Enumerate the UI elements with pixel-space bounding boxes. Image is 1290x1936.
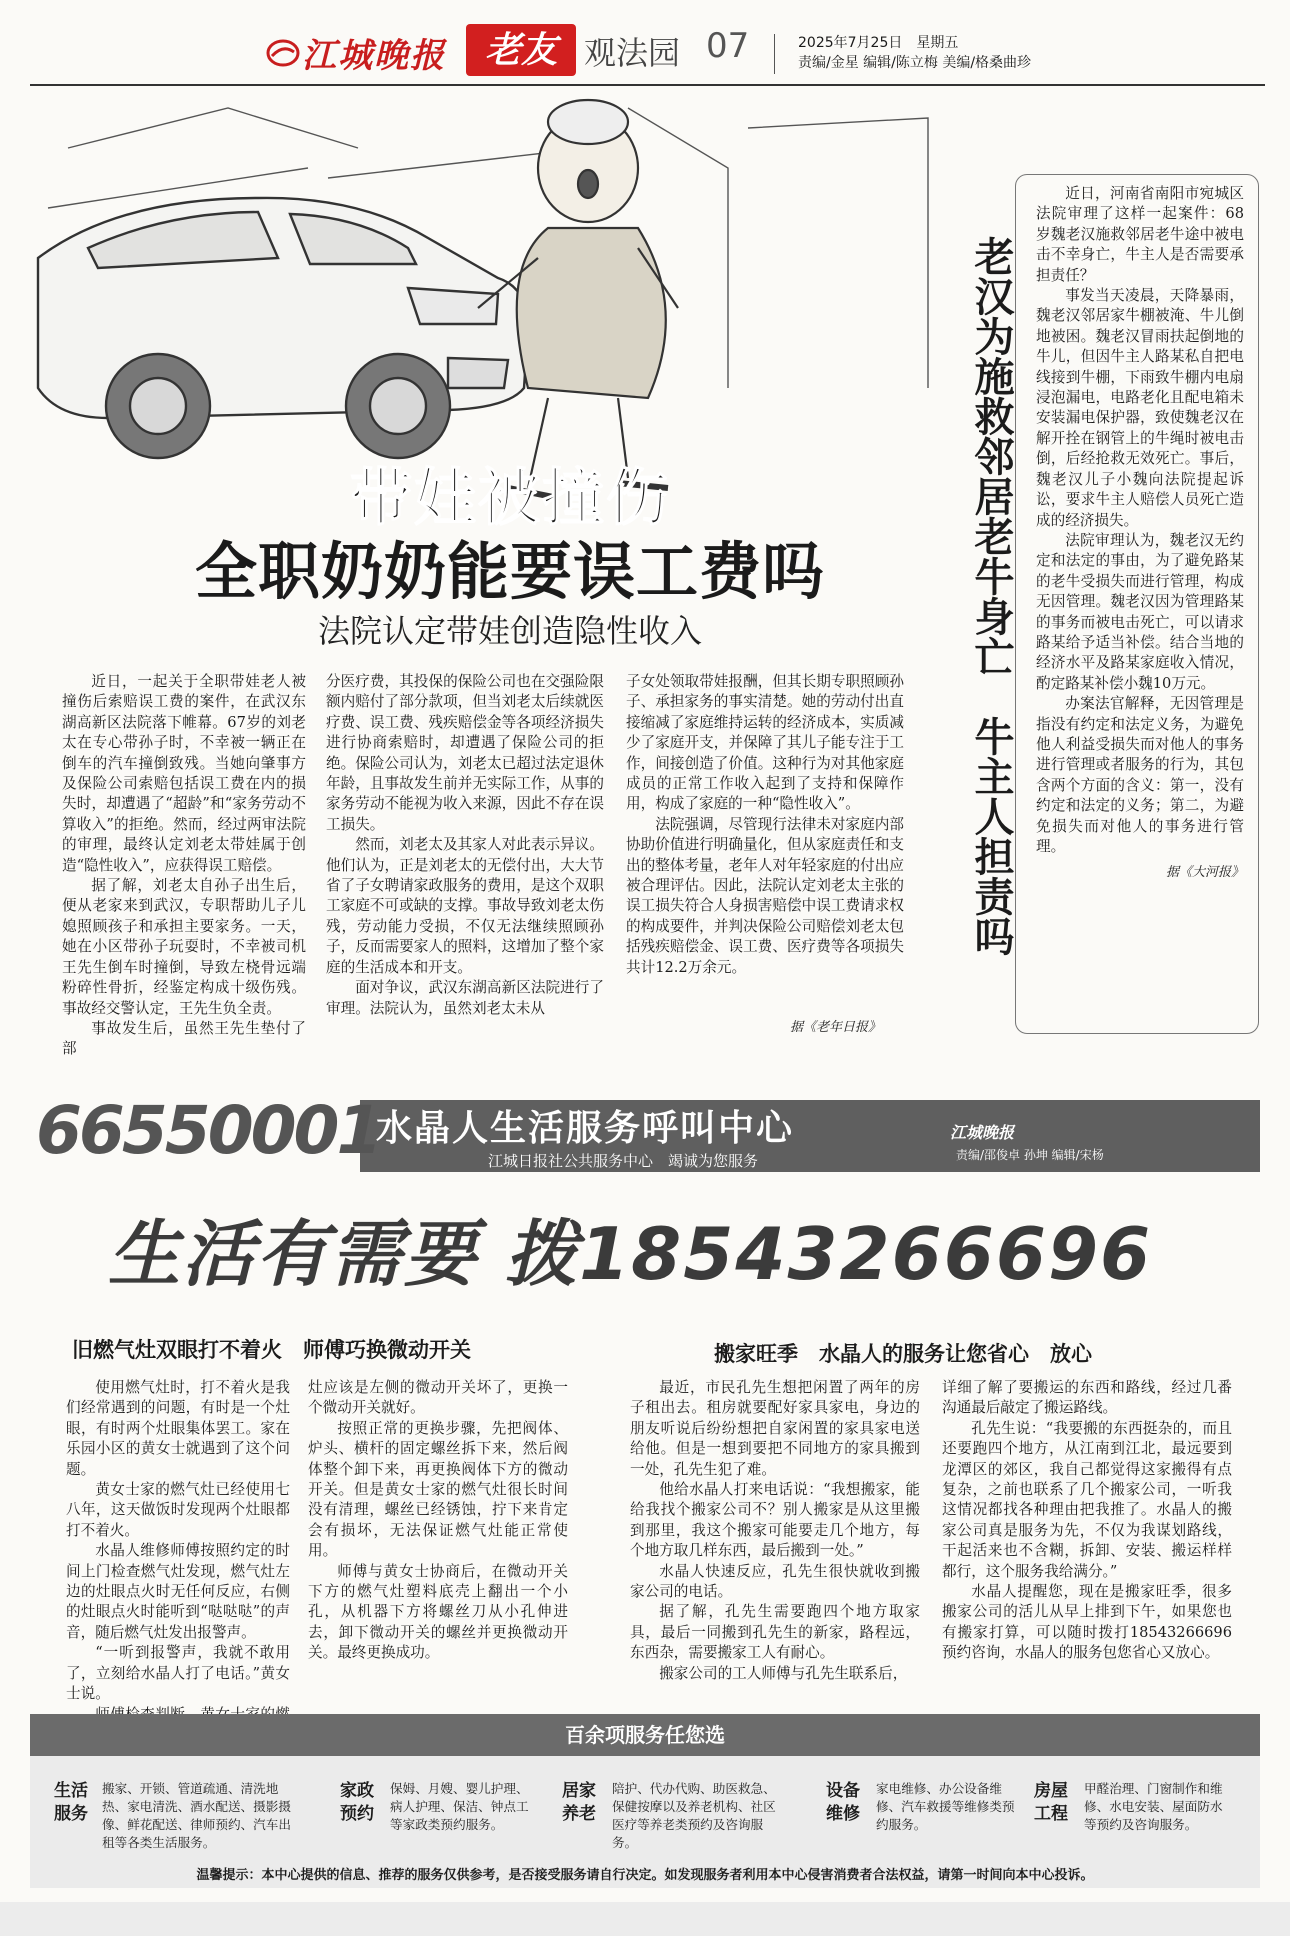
service-desc-eldercare: 陪护、代办代购、助医救急、保健按摩以及养老机构、社区医疗等养老类预约及咨询服务。 [612,1781,776,1850]
service-desc-housing: 甲醛治理、门窗制作和维修、水电安装、屋面防水等预约及咨询服务。 [1084,1781,1223,1832]
page-footer [0,1902,1290,1936]
side-story-title: 老汉为施救邻居老牛身亡 牛主人担责吗 [968,236,1014,956]
page-number: 07 [706,26,750,66]
paragraph: 据了解，刘老太自孙子出生后，便从老家来到武汉，专职帮助儿子儿媳照顾孩子和承担主要家务。一天，她在小区带孙子玩耍时，不幸被司机王先生倒车时撞倒，导致左桡骨远端粉碎性骨折，经鉴定构成十级伤残。事故经交警认定，王先生负全责。 [62,877,306,1017]
paragraph: 事故发生后，虽然王先生垫付了部 [62,1019,306,1058]
issue-date: 2025年7月25日 星期五 [798,35,959,51]
side-story-source: 据《大河报》 [1165,865,1244,881]
service-category-housing: 房屋 工程 [1034,1781,1068,1824]
paragraph: 事发当天凌晨，天降暴雨，魏老汉邻居家牛棚被淹、牛儿倒地被困。魏老汉冒雨扶起倒地的牛儿，但因牛主人路某私自把电线接到牛棚，下雨致牛棚内电扇浸泡漏电，电路老化且配电箱未安装漏电保护器，致使魏老汉在解开拴在钢管上的牛绳时被电击倒，后经抢救无效死亡。事后，魏老汉儿子小魏向法院提起诉讼，要求牛主人赔偿人员死亡造成的经济损失。 [1036,287,1244,529]
paragraph: 按照正常的更换步骤，先把阀体、炉头、横杆的固定螺丝拆下来，然后阀体整个卸下来，再更换阀体下方的微动开关。但是黄女士家的燃气灶很长时间没有清理，螺丝已经锈蚀，拧下来肯定会有损坏，无法保证燃气灶能正常使用。 [308,1419,568,1560]
paragraph: 使用燃气灶时，打不着火是我们经常遇到的问题，有时是一个灶眼，有时两个灶眼集体罢工。家在乐园小区的黄女士就遇到了这个问题。 [66,1379,290,1478]
supplement-name: 老友 [466,24,576,76]
paragraph: 然而，刘老太及其家人对此表示异议。他们认为，正是刘老太的无偿付出，大大节省了子女聘请家政服务的费用，是这个双职工家庭不可或缺的支撑。事故导致刘老太伤残，劳动能力受损，不仅无法继续照顾孙子，反而需要家人的照料，这增加了整个家庭的生活成本和开支。 [326,836,604,976]
masthead [0,0,1290,86]
car-drawing [38,198,528,458]
side-story-body [1036,184,1244,884]
service-desc-life: 搬家、开锁、管道疏通、清洗地热、家电清洗、酒水配送、摄影摄像、鲜花配送、律师预约、汽车出租等各类生活服务。 [102,1781,291,1850]
page-editors: 责编/金星 编辑/陈立梅 美编/格桑曲珍 [798,55,1032,71]
paragraph: 灶应该是左侧的微动开关坏了，更换一个微动开关就好。 [308,1379,568,1417]
banner-title: 水晶人生活服务呼叫中心 [376,1108,795,1149]
main-headline-line1: 带娃被撞伤 [349,461,670,534]
newspaper-logo-icon [266,38,300,68]
service-desc-repair: 家电维修、办公设备维修、汽车救援等维修类预约服务。 [876,1781,1015,1832]
service-desc-housekeeping: 保姆、月嫂、婴儿护理、病人护理、保洁、钟点工等家政类预约服务。 [390,1781,529,1832]
service-category-eldercare: 居家 养老 [562,1781,596,1824]
paragraph: 最近，市民孔先生想把闲置了两年的房子租出去。租房就要配好家具家电，身边的朋友听说后纷纷想把自家闲置的家具家电送给他。但是一想到要把不同地方的家具搬到一处，孔先生犯了难。 [630,1379,920,1478]
service-category-repair: 设备 维修 [826,1781,860,1824]
banner-editors: 责编/邵俊卓 孙坤 编辑/宋杨 [956,1148,1104,1162]
services-header: 百余项服务任您选 [30,1714,1260,1756]
paragraph: 法院审理认为，魏老汉无约定和法定的事由，为了避免路某的老牛受损失而进行管理，构成无因管理。魏老汉因为管理路某的事务而被电击死亡，可以请求路某给予适当补偿。结合当地的经济水平及路某家庭收入情况，酌定路某补偿小魏10万元。 [1036,531,1244,692]
service-slogan: 生活有需要 拨18543266696 [108,1212,1153,1296]
paper-name: 江城晚报 [302,36,446,76]
main-headline-line2: 全职奶奶能要误工费吗 [194,535,825,608]
section-name: 观法园 [584,34,681,72]
right-story-column-2 [942,1378,1232,1664]
hotline-number: 66550001 [36,1092,380,1169]
paragraph: 孔先生说：“我要搬的东西挺杂的，而且还要跑四个地方，从江南到江北，最远要到龙潭区的郊区，我自己都觉得这家搬得有点复杂，之前也联系了几个搬家公司，一听我这情况都找各种理由把我推了。水晶人的搬家公司真是服务为先，不仅为我谋划路线，干起活来也不含糊，拆卸、安装、搬运样样都行，这个服务我给满分。” [942,1419,1232,1580]
paragraph: 分医疗费，其投保的保险公司也在交强险限额内赔付了部分款项，但当刘老太后续就医疗费、误工费、残疾赔偿金等各项经济损失进行协商索赔时，却遭遇了保险公司的拒绝。保险公司认为，刘老太已超过法定退休年龄，且事故发生前并无实际工作，从事的家务劳动不能视为收入来源，因此不存在误工损失。 [326,673,604,833]
paragraph: 面对争议，武汉东湖高新区法院进行了审理。法院认为，虽然刘老太未从 [326,979,604,1017]
paragraph: 他给水晶人打来电话说：“我想搬家，能给我找个搬家公司不？别人搬家是从这里搬到那里，我这个搬家可能要走几个地方，每个地方取几样东西，最后搬到一处。” [630,1481,920,1560]
masthead-rule [30,84,1265,86]
paragraph: 近日，一起关于全职带娃老人被撞伤后索赔误工费的案件，在武汉东湖高新区法院落下帷幕。67岁的刘老太在专心带孙子时，不幸被一辆正在倒车的汽车撞倒致残。当她向肇事方及保险公司索赔包括误工费在内的损失时，却遭遇了“超龄”和“家务劳动不算收入”的拒绝。然而，经过两审法院的审理，最终认定刘老太带娃属于创造“隐性收入”，应获得误工赔偿。 [62,673,306,874]
service-notice: 温馨提示：本中心提供的信息、推荐的服务仅供参考，是否接受服务请自行决定。如发现服务者利用本中心侵害消费者合法权益，请第一时间向本中心投诉。 [196,1868,1094,1883]
paragraph: 近日，河南省南阳市宛城区法院审理了这样一起案件：68岁魏老汉施救邻居老牛途中被电击不幸身亡，牛主人是否需要承担责任？ [1036,185,1244,284]
paragraph: 法院强调，尽管现行法律未对家庭内部协助价值进行明确量化，但从家庭责任和支出的整体考量，老年人对年轻家庭的付出应被合理评估。因此，法院认定刘老太主张的误工损失符合人身损害赔偿中误工费请求权的构成要件，并判决保险公司赔偿刘老太包括残疾赔偿金、误工费、医疗费等各项损失共计12.2万余元。 [626,815,904,976]
paragraph: “一听到报警声，我就不敢用了，立刻给水晶人打了电话。”黄女士说。 [66,1644,290,1703]
paragraph: 师傅与黄女士协商后，在微动开关下方的燃气灶塑料底壳上翻出一个小孔，从机器下方将螺丝刀从小孔伸进去，卸下微动开关的螺丝并更换微动开关。最终更换成功。 [308,1562,568,1662]
paragraph: 办案法官解释，无因管理是指没有约定和法定义务，为避免他人利益受损失而对他人的事务进行管理或者服务的行为，其包含两个方面的含义：第一，没有约定和法定的义务；第二，为避免损失而对他人的事务进行管理。 [1036,695,1244,855]
paragraph: 水晶人提醒您，现在是搬家旺季，很多搬家公司的活儿从早上排到下午，如果您也有搬家打算，可以随时拨打18543266696预约咨询，水晶人的服务包您省心又放心。 [942,1583,1232,1662]
main-story-column-2 [326,672,604,1019]
left-story-column-2 [308,1378,568,1664]
paragraph: 详细了解了要搬运的东西和路线，经过几番沟通最后敲定了搬运路线。 [942,1379,1232,1417]
left-story-column-1 [66,1378,290,1745]
main-story-source: 据《老年日报》 [790,1020,882,1035]
paragraph: 黄女士家的燃气灶已经使用七八年，这天做饭时发现两个灶眼都打不着火。 [66,1481,290,1539]
banner-subtitle: 江城日报社公共服务中心 竭诚为您服务 [488,1152,759,1170]
paragraph: 子女处领取带娃报酬，但其长期专职照顾孙子、承担家务的事实清楚。她的劳动付出直接缩减了家庭维持运转的经济成本，实质减少了家庭开支，并保障了其儿子能专注于工作，间接创造了价值。这种行为对其他家庭成员的正常工作收入起到了支持和保障作用，构成了家庭的一种“隐性收入”。 [626,673,904,813]
paragraph: 水晶人维修师傅按照约定的时间上门检查燃气灶发现，燃气灶左边的灶眼点火时无任何反应，右侧的灶眼点火时能听到“哒哒哒”的声音，随后燃气灶发出报警声。 [66,1542,290,1641]
banner-logo: 江城晚报 [950,1123,1015,1142]
right-story-title: 搬家旺季 水晶人的服务让您省心 放心 [714,1342,1092,1366]
left-story-title: 旧燃气灶双眼打不着火 师傅巧换微动开关 [72,1338,471,1362]
paragraph: 搬家公司的工人师傅与孔先生联系后， [659,1664,908,1682]
right-story-column-1 [630,1378,920,1684]
main-story-column-3 [626,672,904,978]
main-subheadline: 法院认定带娃创造隐性收入 [317,612,702,650]
service-category-life: 生活 服务 [54,1781,88,1824]
main-story-column-1 [62,672,306,1060]
masthead-divider [774,34,775,74]
paragraph: 据了解，孔先生需要跑四个地方取家具，最后一同搬到孔先生的新家，路程远，东西杂，需要搬家工人有耐心。 [630,1603,920,1662]
paragraph: 水晶人快速反应，孔先生很快就收到搬家公司的电话。 [630,1562,920,1601]
service-category-housekeeping: 家政 预约 [340,1781,374,1824]
